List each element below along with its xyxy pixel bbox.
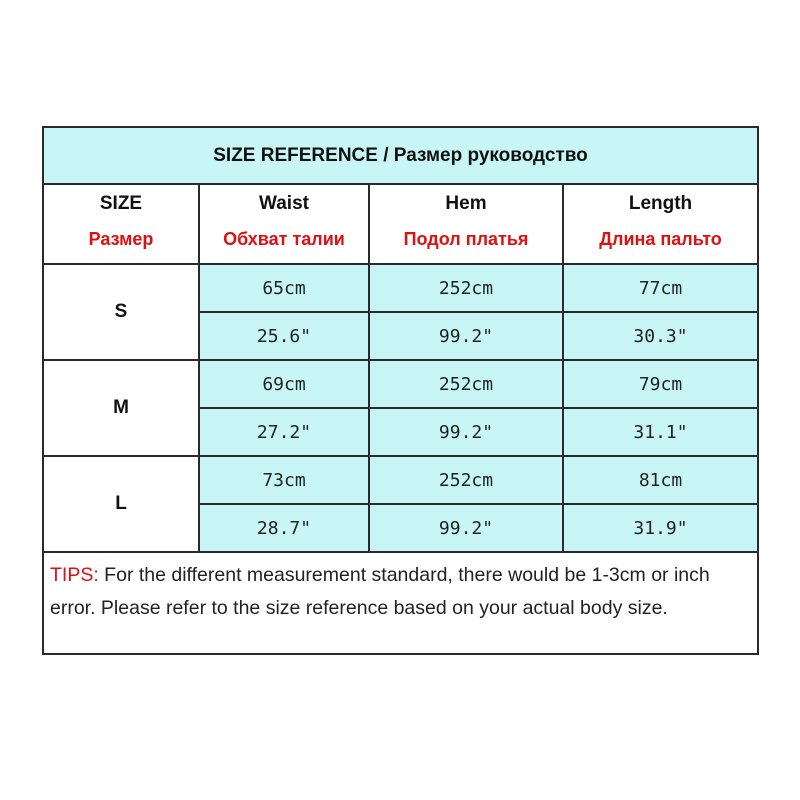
- length-cm-s: 77cm: [563, 264, 758, 312]
- size-label-l: L: [43, 456, 199, 552]
- header-hem: Hem: [369, 184, 563, 223]
- hem-inch-l: 99.2": [369, 504, 563, 552]
- waist-cm-m: 69cm: [199, 360, 369, 408]
- table-row: [43, 360, 758, 408]
- length-cm-l: 81cm: [563, 456, 758, 504]
- hem-inch-m: 99.2": [369, 408, 563, 456]
- hem-cm-s: 252cm: [369, 264, 563, 312]
- header-waist-ru: Обхват талии: [199, 223, 369, 264]
- header-length: Length: [563, 184, 758, 223]
- waist-cm-l: 73cm: [199, 456, 369, 504]
- table-title: SIZE REFERENCE / Размер руководство: [43, 127, 758, 184]
- length-inch-m: 31.1": [563, 408, 758, 456]
- waist-inch-s: 25.6": [199, 312, 369, 360]
- header-hem-ru: Подол платья: [369, 223, 563, 264]
- header-waist: Waist: [199, 184, 369, 223]
- size-label-s: S: [43, 264, 199, 360]
- hem-inch-s: 99.2": [369, 312, 563, 360]
- tips-label: TIPS:: [50, 564, 99, 586]
- size-reference-table: [42, 126, 759, 655]
- table-row: [43, 264, 758, 312]
- table-row: [43, 456, 758, 504]
- header-size: SIZE: [43, 184, 199, 223]
- hem-cm-m: 252cm: [369, 360, 563, 408]
- size-label-m: M: [43, 360, 199, 456]
- header-size-ru: Размер: [43, 223, 199, 264]
- length-inch-l: 31.9": [563, 504, 758, 552]
- waist-cm-s: 65cm: [199, 264, 369, 312]
- hem-cm-l: 252cm: [369, 456, 563, 504]
- header-length-ru: Длина пальто: [563, 223, 758, 264]
- tips-note: [43, 552, 758, 654]
- waist-inch-l: 28.7": [199, 504, 369, 552]
- length-cm-m: 79cm: [563, 360, 758, 408]
- tips-text: For the different measurement standard, there would be 1-3cm or inch error. Please refer to the size reference based on your actual body size.: [50, 564, 710, 619]
- length-inch-s: 30.3": [563, 312, 758, 360]
- waist-inch-m: 27.2": [199, 408, 369, 456]
